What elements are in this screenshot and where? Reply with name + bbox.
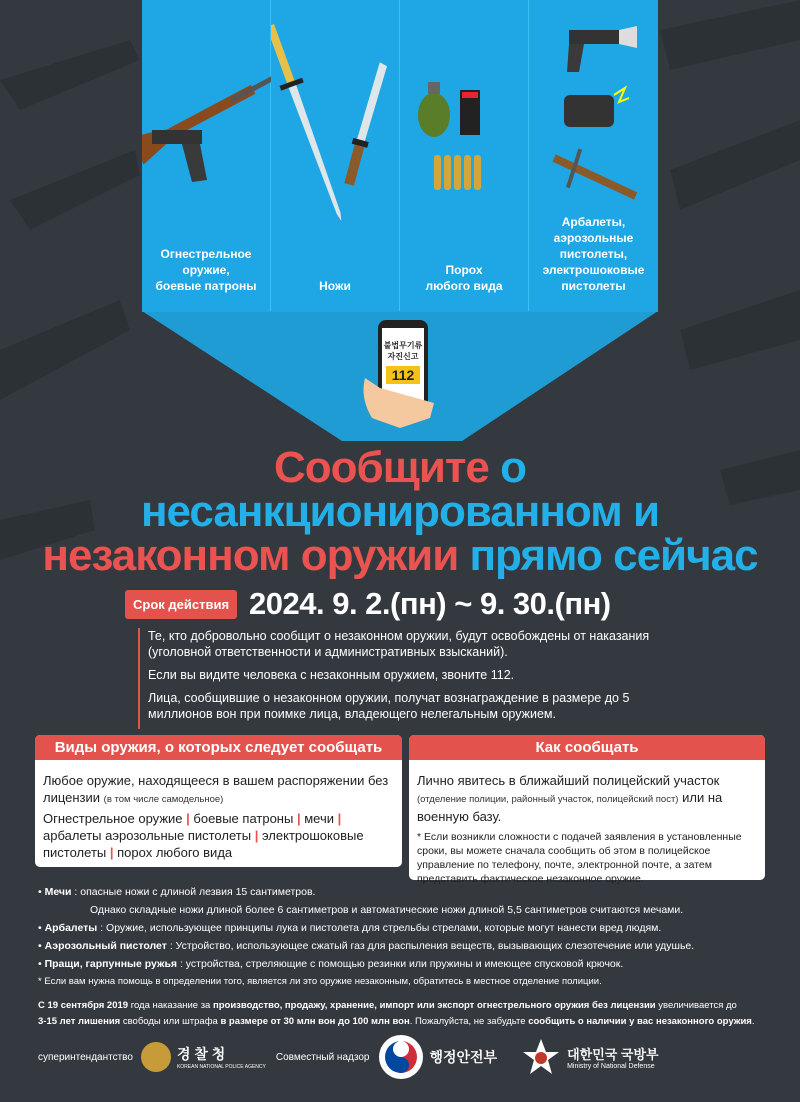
- definition-text: : Устройство, использующее сжатый газ для распыления веществ, вызывающих слезотечение или удушье.: [169, 940, 695, 952]
- main-headline: [0, 443, 800, 580]
- svg-text:자진신고: 자진신고: [387, 352, 419, 361]
- definition-item: [38, 901, 768, 919]
- police-sub: KOREAN NATIONAL POLICE AGENCY: [176, 1064, 266, 1070]
- law-part: сообщить о наличии у вас незаконного оружия: [528, 1016, 752, 1027]
- validity-period: [125, 586, 611, 622]
- how-to-report-box: [409, 735, 765, 885]
- headline-part: прямо сейчас: [469, 531, 758, 580]
- definition-text: : устройства, стреляющие с помощью резинки или пружины и имеющее спусковой крючок.: [179, 958, 624, 970]
- law-part: 3-15 лет лишения: [38, 1016, 121, 1027]
- law-notice: [38, 998, 768, 1030]
- weapon-category-panels: [142, 0, 658, 312]
- period-date: 2024. 9. 2.(пн) ~ 9. 30.(пн): [249, 586, 611, 621]
- police-name: 경 찰 청: [176, 1046, 226, 1062]
- law-part: . Пожалуйста, не забудьте: [409, 1016, 529, 1027]
- mnd-sub: Ministry of National Defense: [567, 1063, 655, 1070]
- rifle-pistol-icon: [142, 0, 271, 240]
- panel-label-firearms: Огнестрельное оружие, боевые патроны: [155, 247, 257, 293]
- law-part: С 19 сентября 2019: [38, 1000, 129, 1011]
- how-to-report-note: * Если возникли сложности с подачей заявления в установленные сроки, вы можете сначала сообщить об этом в полицейское управление по телефону, почте, электронной почте, а затем представить фактическое незаконное оружие.: [417, 831, 742, 885]
- weapon-type-item: порох любого вида: [117, 845, 233, 860]
- headline-part: незаконном оружии: [42, 531, 470, 580]
- panel-knives: [271, 0, 400, 312]
- svg-text:불법무기류: 불법무기류: [383, 341, 423, 350]
- phone-hand-icon: [360, 318, 445, 430]
- superintendence-label: суперинтендантство: [38, 1051, 133, 1063]
- svg-text:112: 112: [391, 367, 415, 383]
- weapon-types-box: Виды оружия, о которых следует сообщать Любое оружие, находящееся в вашем распоряжении без лицензии (в том числе самодельное) Огнестрельное оружие | боевые патроны | мечи | арбалеты аэрозольные пистолеты | электрошоковые пистолеты | порох любого вида: [35, 735, 402, 867]
- defense-emblem-icon: [521, 1037, 561, 1077]
- law-part: .: [751, 1016, 755, 1027]
- definition-term: Пращи, гарпунные ружья: [44, 958, 178, 970]
- police-emblem-icon: [141, 1042, 171, 1072]
- headline-part: несанкционированном и: [140, 487, 660, 536]
- law-part: свободы или штрафа: [120, 1016, 221, 1027]
- intro-text: [138, 628, 678, 729]
- weapon-type-item: Огнестрельное оружие: [43, 811, 183, 826]
- weapon-types-title: Виды оружия, о которых следует сообщать: [35, 735, 402, 760]
- intro-paragraph: Лица, сообщившие о незаконном оружии, получат вознаграждение в размере до 5 миллионов вон при поимке лица, владеющего нелегальным оружием.: [148, 691, 630, 721]
- definitions-list: [38, 883, 768, 991]
- weapon-types-note: (в том числе самодельное): [103, 794, 224, 805]
- taser-crossbow-icon: [529, 0, 658, 240]
- definitions-note: * Если вам нужна помощь в определении того, является ли это оружие незаконным, обратитесь в местное отделение полиции.: [38, 976, 602, 987]
- intro-paragraph: Те, кто добровольно сообщит о незаконном оружии, будут освобождены от наказания (уголовной ответственности и административных взысканий).: [148, 629, 650, 659]
- weapon-type-item: аэрозольные пистолеты: [105, 828, 252, 843]
- intro-paragraph: Если вы видите человека с незаконным оружием, звоните 112.: [148, 668, 515, 682]
- definition-item: • Мечи : опасные ножи с длиной лезвия 15 сантиметров.: [38, 886, 316, 898]
- how-to-report-title: Как сообщать: [409, 735, 765, 760]
- definition-term: Мечи: [44, 886, 72, 898]
- headline-part: о: [500, 443, 526, 492]
- grenade-ammo-icon: [400, 0, 529, 240]
- definition-item: • Аэрозольный пистолет : Устройство, использующее сжатый газ для распыления веществ, вызывающих слезотечение или удушье.: [38, 940, 695, 952]
- definition-text: : опасные ножи с длиной лезвия 15 сантиметров.: [74, 886, 316, 898]
- panel-label-crossbows: Арбалеты, аэрозольные пистолеты, электрошоковые пистолеты: [542, 215, 645, 293]
- sword-knife-icon: [271, 0, 400, 240]
- how-to-report-text-end: или на военную базу.: [417, 790, 723, 824]
- weapon-types-text: Любое оружие, находящееся в вашем распоряжении без лицензии: [43, 773, 389, 805]
- weapon-type-item: мечи: [304, 811, 334, 826]
- definition-term: Аэрозольный пистолет: [44, 940, 167, 952]
- definition-text: : Оружие, использующее принципы лука и пистолета для стрельбы стрелами, которые могут нанести вред людям.: [100, 922, 662, 934]
- panel-gunpowder: [400, 0, 529, 312]
- definition-term: Арбалеты: [44, 922, 98, 934]
- taeguk-icon: [379, 1035, 423, 1079]
- mois-name: 행정안전부: [429, 1049, 498, 1065]
- panel-crossbows: [529, 0, 658, 312]
- footer-logos: [38, 1032, 768, 1082]
- weapon-type-item: электрошоковые пистолеты: [43, 828, 364, 860]
- mnd-name: 대한민국 국방부: [567, 1047, 659, 1062]
- definition-text: Однако складные ножи длиной более 6 сантиметров и автоматические ножи длиной 5,5 сантиметров считаются мечами.: [90, 904, 684, 916]
- period-badge: Срок действия: [125, 590, 237, 619]
- law-part: в размере от 30 млн вон до 100 млн вон: [220, 1016, 410, 1027]
- panel-firearms: [142, 0, 271, 312]
- joint-label: Совместный надзор: [275, 1051, 370, 1063]
- panel-label-gunpowder: Порох любого вида: [425, 263, 503, 293]
- headline-part: Сообщите: [273, 443, 501, 492]
- weapon-type-item: арбалеты: [43, 828, 102, 843]
- weapon-type-item: боевые патроны: [193, 811, 294, 826]
- law-part: производство, продажу, хранение, импорт или экспорт огнестрельного оружия без лицензии: [212, 1000, 656, 1011]
- panel-label-knives: Ножи: [319, 279, 351, 293]
- law-part: года наказание за: [128, 1000, 213, 1011]
- how-to-report-text: Лично явитесь в ближайший полицейский участок: [417, 773, 720, 788]
- definition-item: • Арбалеты : Оружие, использующее принципы лука и пистолета для стрельбы стрелами, которые могут нанести вред людям.: [38, 922, 662, 934]
- law-part: увеличивается до: [655, 1000, 737, 1011]
- how-to-report-small: (отделение полиции, районный участок, полицейский пост): [417, 794, 679, 805]
- definition-item: • Пращи, гарпунные ружья : устройства, стреляющие с помощью резинки или пружины и имеющее спусковой крючок.: [38, 958, 624, 970]
